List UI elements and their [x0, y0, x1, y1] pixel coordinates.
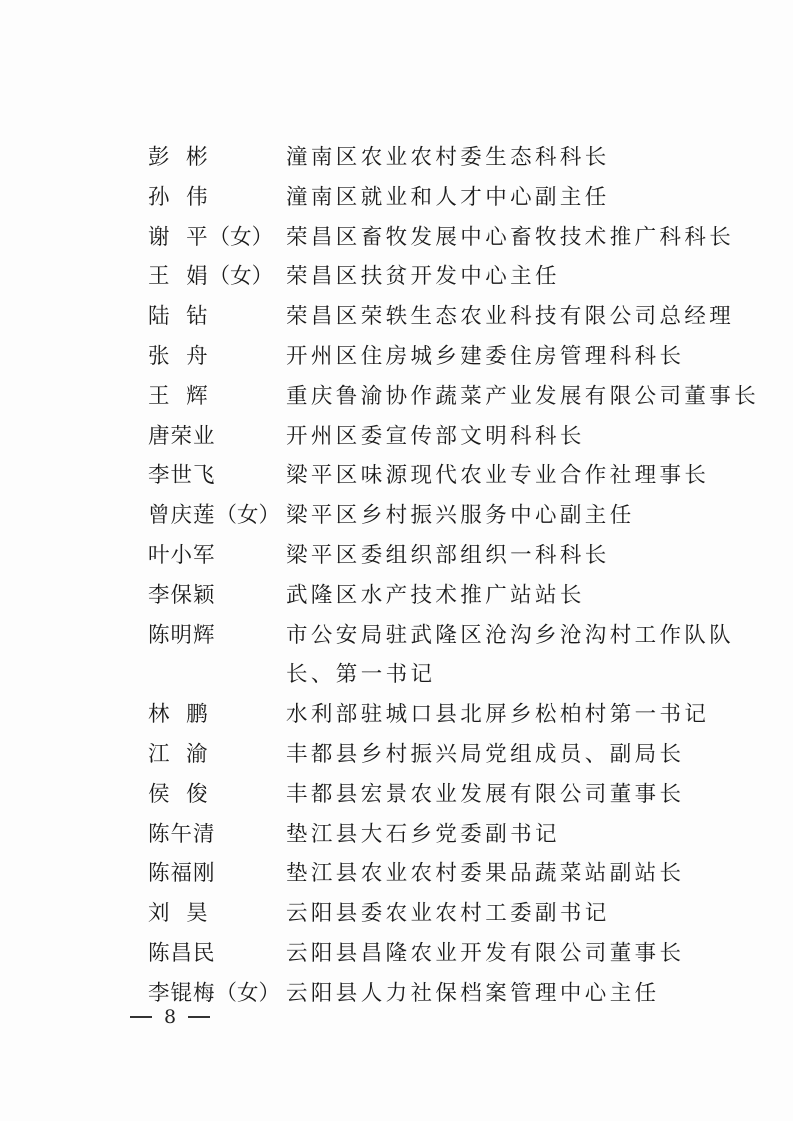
job-title-line: 荣昌区荣轶生态农业科技有限公司总经理 — [286, 304, 735, 330]
person-name: 彭 彬 — [148, 145, 209, 170]
list-item — [0, 456, 793, 496]
person-name: 王 辉 — [148, 383, 209, 409]
person-name-cell — [148, 178, 286, 218]
job-title-cell — [286, 894, 706, 934]
person-name: 李世飞 — [148, 463, 216, 489]
person-name: 曾庆莲 — [148, 503, 216, 529]
list-item — [0, 894, 793, 934]
list-item — [0, 576, 793, 616]
list-item — [0, 257, 793, 297]
job-title-cell — [286, 257, 706, 297]
person-name-cell — [148, 377, 286, 417]
list-item — [0, 496, 793, 536]
person-name: 孙 伟 — [148, 184, 209, 210]
job-title-line: 潼南区就业和人才中心副主任 — [286, 184, 610, 210]
page-number-text: 8 — [164, 1006, 177, 1028]
person-name-cell — [148, 496, 286, 536]
list-item — [0, 616, 793, 696]
job-title-line: 丰都县宏景农业发展有限公司董事长 — [286, 781, 685, 807]
job-title-cell — [286, 934, 706, 974]
person-name-cell — [148, 297, 286, 337]
gender-note: （女） — [208, 264, 274, 290]
job-title-cell — [286, 297, 735, 337]
list-item — [0, 775, 793, 815]
person-name: 张 舟 — [148, 343, 209, 369]
job-title-line: 荣昌区扶贫开发中心主任 — [286, 264, 560, 290]
person-name: 陈昌民 — [148, 940, 216, 966]
person-name-cell — [148, 337, 286, 377]
job-title-line: 武隆区水产技术推广站站长 — [286, 582, 585, 608]
job-title-cell — [286, 735, 706, 775]
job-title-line: 云阳县人力社保档案管理中心主任 — [286, 980, 660, 1006]
list-item — [0, 695, 793, 735]
person-name: 侯 俊 — [148, 781, 209, 807]
person-name-cell — [148, 775, 286, 815]
job-title-line: 丰都县乡村振兴局党组成员、副局长 — [286, 741, 685, 767]
person-name-cell — [148, 417, 286, 457]
job-title-line: 开州区住房城乡建委住房管理科科长 — [286, 343, 685, 369]
job-title-cell — [286, 377, 760, 417]
person-name-cell — [148, 815, 286, 855]
person-name-cell — [148, 218, 286, 258]
job-title-cell — [286, 218, 735, 258]
job-title-line: 垫江县农业农村委果品蔬菜站副站长 — [286, 861, 685, 887]
job-title-cell — [286, 576, 706, 616]
person-name: 刘 昊 — [148, 901, 209, 927]
list-item — [0, 297, 793, 337]
job-title-line: 梁平区乡村振兴服务中心副主任 — [286, 503, 635, 529]
job-title-line: 重庆鲁渝协作蔬菜产业发展有限公司董事长 — [286, 383, 760, 409]
job-title-cell — [286, 496, 706, 536]
person-name-cell — [148, 576, 286, 616]
job-title-cell — [286, 815, 706, 855]
right-dash — [188, 1016, 210, 1018]
person-name: 林 鹏 — [148, 702, 209, 728]
job-title-line: 垫江县大石乡党委副书记 — [286, 821, 560, 847]
job-title-line: 荣昌区畜牧发展中心畜牧技术推广科科长 — [286, 224, 735, 250]
list-item — [0, 337, 793, 377]
job-title-line: 市公安局驻武隆区沧沟乡沧沟村工作队队 — [286, 622, 735, 648]
person-name: 李保颖 — [148, 582, 216, 608]
gender-note: （女） — [208, 224, 274, 250]
job-title-cell — [286, 616, 735, 696]
page-number — [118, 1006, 222, 1028]
person-name: 王 娟 — [148, 264, 209, 290]
person-name: 陈明辉 — [148, 622, 216, 648]
job-title-line: 长、第一书记 — [286, 662, 436, 688]
person-name: 李锟梅 — [148, 980, 216, 1006]
list-item — [0, 934, 793, 974]
job-title-line: 水利部驻城口县北屏乡松柏村第一书记 — [286, 702, 710, 728]
job-title-cell — [286, 974, 706, 1014]
person-name-cell — [148, 695, 286, 735]
list-item — [0, 735, 793, 775]
person-name: 唐荣业 — [148, 423, 216, 449]
left-dash — [130, 1016, 152, 1018]
job-title-cell — [286, 695, 710, 735]
person-name: 叶小军 — [148, 542, 216, 568]
name-list — [0, 138, 793, 1014]
gender-note: （女） — [215, 980, 281, 1006]
person-name-cell — [148, 894, 286, 934]
gender-note: （女） — [215, 503, 281, 529]
list-item — [0, 854, 793, 894]
person-name-cell — [148, 934, 286, 974]
person-name-cell — [148, 257, 286, 297]
job-title-cell — [286, 417, 706, 457]
job-title-cell — [286, 456, 710, 496]
person-name: 陈福刚 — [148, 861, 216, 887]
job-title-line: 梁平区味源现代农业专业合作社理事长 — [286, 463, 710, 489]
job-title-line: 云阳县昌隆农业开发有限公司董事长 — [286, 940, 685, 966]
person-name-cell — [148, 616, 286, 656]
list-item — [0, 377, 793, 417]
job-title-line: 潼南区农业农村委生态科科长 — [286, 145, 610, 170]
person-name: 谢 平 — [148, 224, 209, 250]
person-name-cell — [148, 456, 286, 496]
job-title-cell — [286, 775, 706, 815]
list-item — [0, 536, 793, 576]
job-title-line: 云阳县委农业农村工委副书记 — [286, 901, 610, 927]
job-title-cell — [286, 138, 706, 178]
person-name-cell — [148, 536, 286, 576]
job-title-cell — [286, 337, 706, 377]
person-name-cell — [148, 138, 286, 178]
person-name: 陈午清 — [148, 821, 216, 847]
job-title-cell — [286, 854, 706, 894]
list-item — [0, 417, 793, 457]
list-item — [0, 815, 793, 855]
job-title-cell — [286, 536, 706, 576]
person-name: 陆 钻 — [148, 304, 209, 330]
job-title-cell — [286, 178, 706, 218]
job-title-line: 开州区委宣传部文明科科长 — [286, 423, 585, 449]
person-name: 江 渝 — [148, 741, 209, 767]
list-item — [0, 218, 793, 258]
job-title-line: 梁平区委组织部组织一科科长 — [286, 542, 610, 568]
list-item — [0, 138, 793, 178]
list-item — [0, 178, 793, 218]
person-name-cell — [148, 735, 286, 775]
person-name-cell — [148, 854, 286, 894]
